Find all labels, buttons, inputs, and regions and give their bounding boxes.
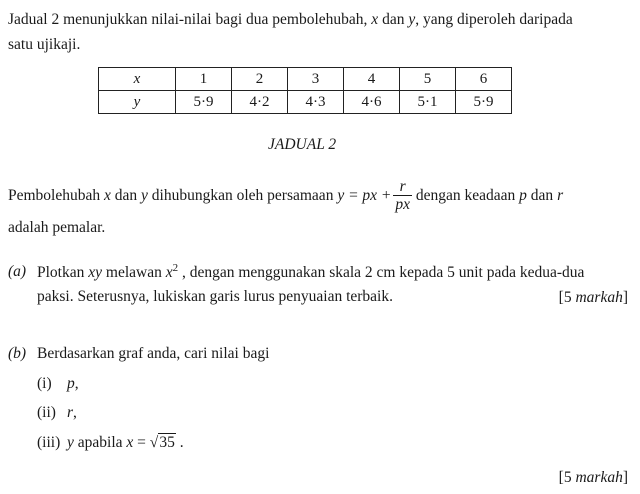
table-cell: 1 [176, 68, 232, 91]
exponent: 2 [172, 262, 179, 274]
fraction-denominator: px [395, 196, 411, 214]
table-cell: 5·9 [456, 91, 512, 114]
table-cell: 5·9 [176, 91, 232, 114]
relation-line-1 [8, 178, 563, 213]
item-label: (ii) [37, 404, 56, 421]
part-b-item-i [37, 374, 79, 393]
table-row-x [99, 68, 512, 91]
table-header-x: x [99, 68, 176, 91]
radical-sign-icon: √ [149, 434, 159, 451]
table-cell: 4·3 [288, 91, 344, 114]
variable-x: x [165, 264, 173, 282]
table-row-y [99, 91, 512, 114]
fraction-numerator: r [399, 178, 406, 195]
intro-line-1 [8, 10, 573, 29]
item-tail: , [73, 404, 77, 421]
marks-word: markah [575, 289, 623, 306]
item-tail: , [74, 375, 79, 392]
marks-text: ] [622, 289, 628, 306]
variable-y: y [67, 434, 74, 451]
table-caption: JADUAL 2 [268, 136, 337, 153]
square-root [150, 433, 176, 452]
variable-y: y [141, 186, 148, 204]
variable-r: r [67, 404, 74, 421]
variable-p: p [519, 186, 527, 204]
relation-text: dan [110, 186, 142, 204]
intro-text: Jadual 2 menunjukkan nilai-nilai bagi dua pembolehubah, [8, 11, 372, 28]
variable-r: r [557, 186, 564, 204]
marks-text: ] [622, 469, 628, 486]
variable-x: x [104, 186, 111, 204]
variable-p: p [67, 375, 75, 392]
item-tail: . [175, 434, 184, 451]
table-cell: 4·6 [344, 91, 400, 114]
relation-text: dan [526, 186, 558, 204]
part-b-intro: Berdasarkan graf anda, cari nilai bagi [37, 345, 270, 362]
table-cell: 5·1 [400, 91, 456, 114]
table-cell: 3 [288, 68, 344, 91]
relation-line-2: adalah pemalar. [8, 219, 106, 236]
part-a-marks [559, 288, 628, 307]
marks-word: markah [575, 469, 623, 486]
marks-text: [5 [558, 469, 576, 486]
table-cell: 5 [400, 68, 456, 91]
data-table [98, 67, 512, 114]
relation-text: dihubungkan oleh persamaan [147, 186, 338, 204]
item-text: apabila [73, 434, 127, 451]
intro-line-2: satu ujikaji. [8, 36, 81, 53]
equals-sign: = [133, 434, 150, 451]
part-b-label: (b) [8, 345, 27, 362]
variable-x: x [371, 11, 379, 28]
table-header-y: y [99, 91, 176, 114]
part-a-line-2: paksi. Seterusnya, lukiskan garis lurus penyuaian terbaik. [37, 288, 393, 305]
item-label: (iii) [37, 434, 61, 451]
part-b-item-iii [37, 433, 184, 452]
item-label: (i) [37, 375, 52, 392]
equation-fraction [393, 178, 412, 213]
part-a-text: melawan [102, 264, 166, 282]
variable-x: x [126, 434, 134, 451]
part-a-line-1 [37, 262, 584, 283]
variable-y: y [408, 11, 416, 28]
part-b-marks [559, 468, 628, 487]
table-cell: 4 [344, 68, 400, 91]
relation-text: Pembolehubah [8, 186, 104, 204]
part-a-text: , dengan menggunakan skala 2 cm kepada 5 unit pada kedua-dua [178, 264, 585, 282]
table-cell: 4·2 [232, 91, 288, 114]
part-a-label: (a) [8, 263, 27, 280]
table-cell: 6 [456, 68, 512, 91]
part-b-item-ii [37, 403, 77, 422]
radicand: 35 [159, 434, 175, 451]
equation-lhs: y = px + [337, 186, 392, 204]
intro-text: dan [378, 11, 409, 28]
variable-xy: xy [88, 264, 103, 282]
table-cell: 2 [232, 68, 288, 91]
marks-text: [5 [558, 289, 576, 306]
relation-text: dengan keadaan [412, 186, 520, 204]
intro-text: , yang diperoleh daripada [415, 11, 573, 28]
part-a-text: Plotkan [37, 264, 89, 282]
